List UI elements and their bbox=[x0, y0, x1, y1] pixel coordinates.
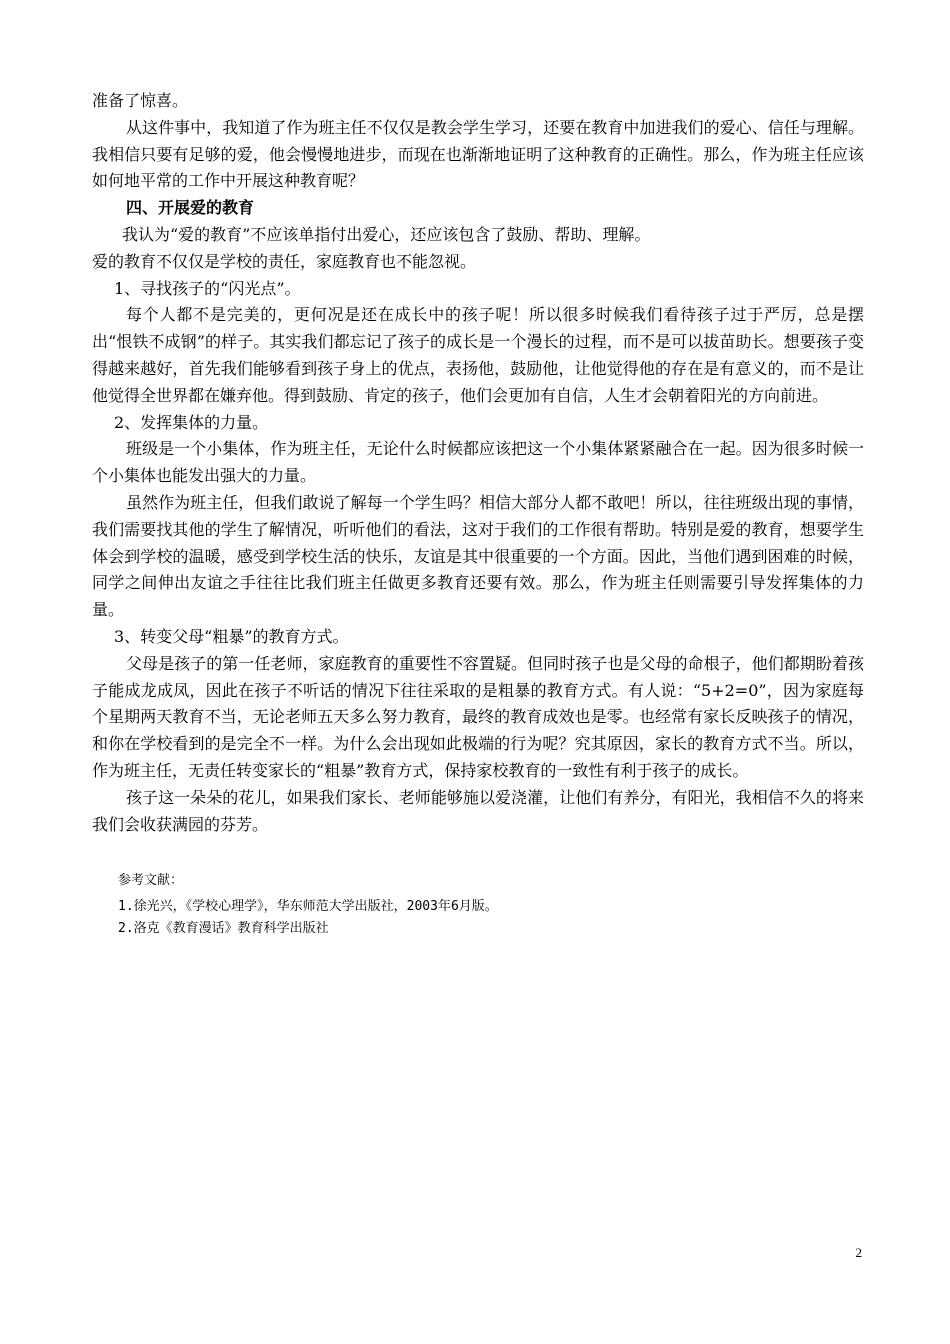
paragraph-definition: 我认为“爱的教育”不应该单指付出爱心，还应该包含了鼓励、帮助、理解。 bbox=[122, 224, 651, 244]
paragraph-conclusion: 孩子这一朵朵的花儿，如果我们家长、老师能够施以爱浇灌，让他们有养分，有阳光，我相信不久的将来我们会收获满园的芬芳。 bbox=[92, 787, 864, 834]
page-number: 2 bbox=[855, 1245, 862, 1260]
paragraph-highlight: 每个人都不是完美的，更何况是还在成长中的孩子呢！所以很多时候我们看待孩子过于严厉，总是摆出“恨铁不成钢”的样子。其实我们都忘记了孩子的成长是一个漫长的过程，而不是可以拔苗助长。想要孩子变得越来越好，首先我们能够看到孩子身上的优点，表扬他，鼓励他，让他觉得他的存在是有意义的，而不是让他觉得全世界都在嫌弃他。得到鼓励、肯定的孩子，他们会更加有自信，人生才会朝着阳光的方向前进。 bbox=[92, 305, 864, 405]
paragraph-parents: 父母是孩子的第一任老师，家庭教育的重要性不容置疑。但同时孩子也是父母的命根子，他们都期盼着孩子能成龙成凤，因此在孩子不听话的情况下往往采取的是粗暴的教育方式。有人说：“5+2=0”，因为家庭每个星期两天教育不当，无论老师五天多么努力教育，最终的教育成效也是零。也经常有家长反映孩子的情况，和你在学校看到的是完全不一样。为什么会出现如此极端的行为呢？究其原因，家长的教育方式不当。所以，作为班主任，无责任转变家长的“粗暴”教育方式，保持家校教育的一致性有利于孩子的成长。 bbox=[92, 653, 864, 780]
paragraph-responsibility: 爱的教育不仅仅是学校的责任，家庭教育也不能忽视。 bbox=[92, 251, 477, 271]
subheading-1: 1、寻找孩子的“闪光点”。 bbox=[114, 278, 301, 298]
section-heading: 四、开展爱的教育 bbox=[126, 198, 255, 218]
references-title: 参考文献： bbox=[118, 873, 184, 888]
subheading-2: 2、发挥集体的力量。 bbox=[114, 412, 269, 432]
paragraph-students: 虽然作为班主任，但我们敢说了解每一个学生吗？相信大部分人都不敢吧！所以，往往班级出现的事情，我们需要找其他的学生了解情况，听听他们的看法，这对于我们的工作很有帮助。特别是爱的教育，想要学生体会到学校的温暖，感受到学校生活的快乐，友谊是其中很重要的一个方面。因此，当他们遇到困难的时候，同学之间伸出友谊之手往往比我们班主任做更多教育还要有效。那么，作为班主任则需要引导发挥集体的力量。 bbox=[92, 492, 864, 620]
paragraph-opening: 准备了惊喜。 bbox=[92, 91, 189, 110]
references-section bbox=[118, 870, 818, 940]
subheading-3: 3、转变父母“粗暴”的教育方式。 bbox=[114, 626, 349, 646]
reference-item: 2.洛克《教育漫话》教育科学出版社 bbox=[118, 921, 329, 936]
paragraph-reflection: 从这件事中，我知道了作为班主任不仅仅是教会学生学习，还要在教育中加进我们的爱心、信任与理解。我相信只要有足够的爱，他会慢慢地进步，而现在也渐渐地证明了这种教育的正确性。那么，作为班主任应该如何地平常的工作中开展这种教育呢？ bbox=[92, 117, 864, 191]
body-text bbox=[92, 88, 864, 838]
reference-item: 1.徐光兴，《学校心理学》，华东师范大学出版社，2003年6月版。 bbox=[118, 899, 498, 914]
paragraph-collective: 班级是一个小集体，作为班主任，无论什么时候都应该把这一个小集体紧紧融合在一起。因为很多时候一个小集体也能发出强大的力量。 bbox=[92, 439, 864, 486]
